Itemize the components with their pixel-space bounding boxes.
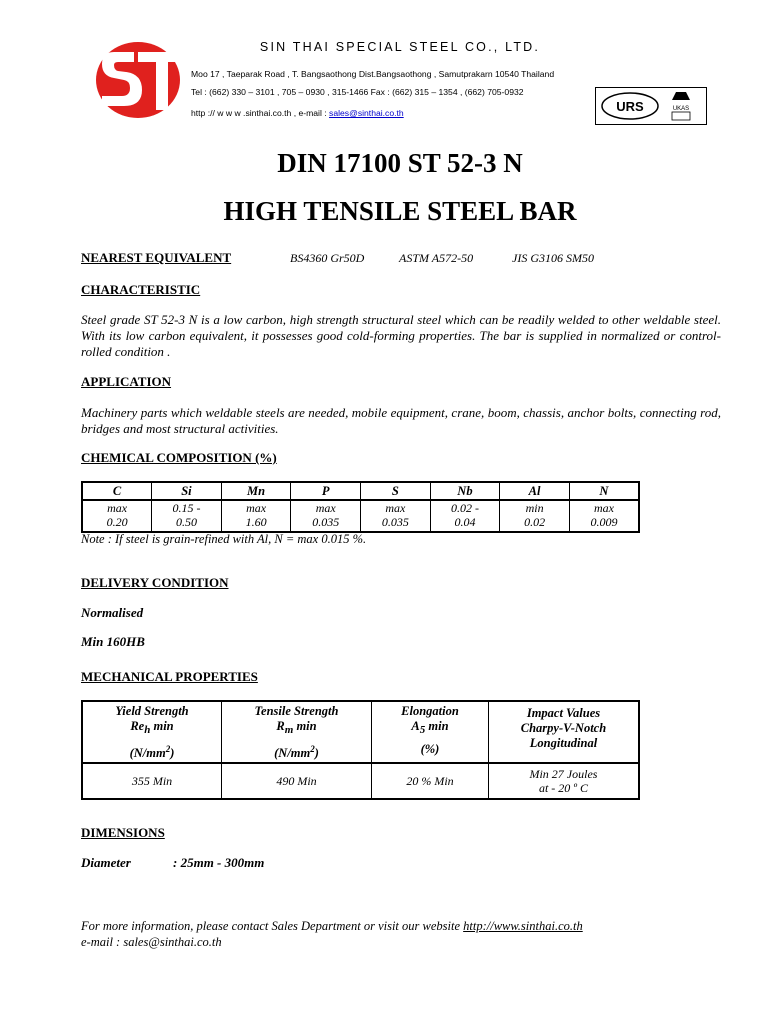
diameter-label: Diameter [81,855,131,870]
chem-header-c: C [82,482,152,500]
mech-header-elongation: Elongation A5 min (%) [372,701,489,763]
chem-header-si: Si [152,482,222,500]
chem-value-si: 0.15 - 0.50 [152,500,222,532]
page-subtitle: HIGH TENSILE STEEL BAR [223,196,577,226]
footer-contact-text: For more information, please contact Sales Department or visit our website [81,919,464,933]
mech-value-yield: 355 Min [82,763,222,799]
cert-ukas-label: UKAS [672,106,690,112]
chem-value-n: max 0.009 [569,500,639,532]
chemical-note: Note : If steel is grain-refined with Al, N = max 0.015 %. [81,532,367,546]
mech-header-yield: Yield Strength Reh min $(N/mm^2)$ [82,701,222,763]
characteristic-heading: CHARACTERISTIC [81,282,201,297]
chem-header-s: S [361,482,431,500]
chem-value-s: max 0.035 [361,500,431,532]
company-address: Moo 17 , Taeparak Road , T. Bangsaothong Dist.Bangsaothong , Samutprakarn 10540 Thailand [191,69,555,79]
chem-value-nb: 0.02 - 0.04 [430,500,500,532]
footer-contact [81,919,583,934]
delivery-heading: DELIVERY CONDITION [81,575,229,590]
web-prefix: http :// w w w .sinthai.co.th , e-mail : [191,108,330,118]
page-title: DIN 17100 ST 52-3 N [277,148,523,178]
characteristic-text: Steel grade ST 52-3 N is a low carbon, high strength structural steel which can be readily welded to other weldable steel. With its low carbon equivalent, it possesses good cold-forming properties. The bar is supplied in normalized or control-rolled condition . [81,312,721,359]
delivery-hardness: Min 160HB [81,634,145,649]
footer-website-link[interactable]: http://www.sinthai.co.th [463,919,583,933]
equivalent-astm: ASTM A572-50 [399,251,474,265]
company-phones: Tel : (662) 330 – 3101 , 705 – 0930 , 315-1466 Fax : (662) 315 – 1354 , (662) 705-0932 [191,87,524,97]
company-name: SIN THAI SPECIAL STEEL CO., LTD. [259,40,541,54]
footer-email: e-mail : sales@sinthai.co.th [81,935,222,949]
mech-header-impact: Impact Values Charpy-V-Notch Longitudinal [488,701,639,763]
cert-urs-label: URS [616,99,644,114]
chem-value-al: min 0.02 [500,500,570,532]
chemical-value-row [82,500,639,532]
crown-icon [672,92,690,100]
equivalent-bs: BS4360 Gr50D [290,251,365,265]
header-email-link[interactable]: sales@sinthai.co.th [329,108,404,118]
chem-header-al: Al [500,482,570,500]
diameter-value: : 25mm - 300mm [173,855,265,870]
application-heading: APPLICATION [81,374,172,389]
company-web-line [191,108,571,118]
application-text: Machinery parts which weldable steels are needed, mobile equipment, crane, boom, chassis, anchor bolts, connecting rod, bridges and most structural activities. [81,405,721,436]
mechanical-header-row [82,701,639,763]
nearest-equivalent-heading: NEAREST EQUIVALENT [81,250,232,265]
mech-value-impact: Min 27 Joules at - 20 º C [488,763,639,799]
delivery-condition: Normalised [81,605,144,620]
mechanical-value-row [82,763,639,799]
mech-value-elongation: 20 % Min [372,763,489,799]
chem-value-c: max 0.20 [82,500,152,532]
equivalent-jis: JIS G3106 SM50 [512,251,594,265]
chemical-header-row [82,482,639,500]
chem-value-p: max 0.035 [291,500,361,532]
mech-header-tensile: Tensile Strength Rm min $(N/mm^2)$ [222,701,372,763]
chem-header-p: P [291,482,361,500]
chemical-composition-table [81,481,640,533]
dimensions-heading: DIMENSIONS [81,825,165,840]
certification-badges [595,87,707,125]
mechanical-properties-table [81,700,640,800]
chem-header-nb: Nb [430,482,500,500]
mechanical-heading: MECHANICAL PROPERTIES [81,669,258,684]
chem-header-mn: Mn [221,482,291,500]
company-logo [94,36,190,122]
chem-header-n: N [569,482,639,500]
chem-value-mn: max 1.60 [221,500,291,532]
mech-value-tensile: 490 Min [222,763,372,799]
chemical-heading: CHEMICAL COMPOSITION (%) [81,450,277,465]
